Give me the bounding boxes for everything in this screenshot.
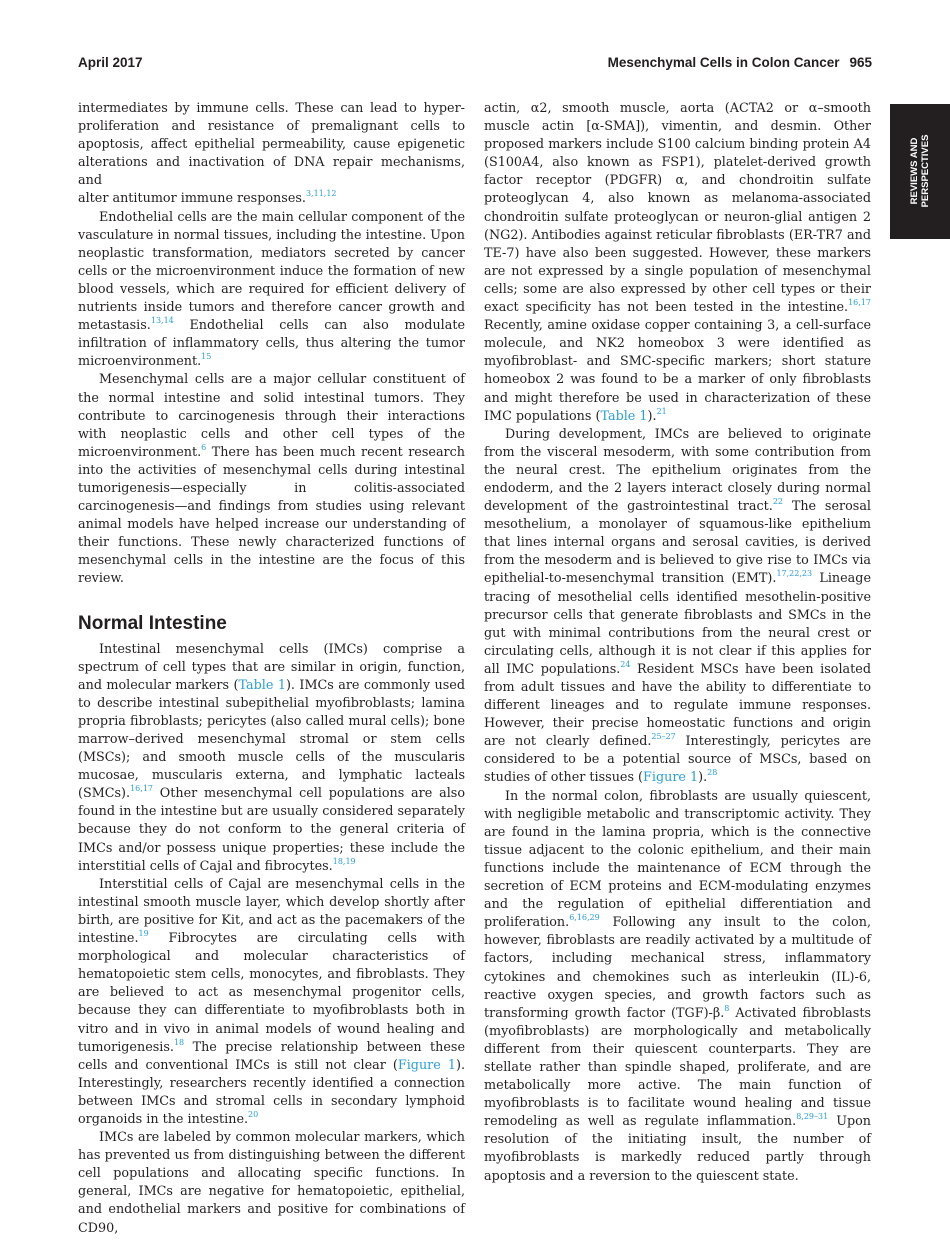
paragraph: Intestinal mesenchymal cells (IMCs) comprise a spectrum of cell types that are similar in origin, function, and molecular markers (Table 1). IMCs are commonly used to describe intestinal subepithelial myofibroblasts; lamina propria fibroblasts; pericytes (also called mural cells); bone marrow–derived mesenchymal stromal or stem cells (MSCs); and smooth muscle cells of the muscularis mucosae, muscularis externa, and lymphatic lacteals (SMCs).$^{16,17}$ Other mesenchymal cell populations are also found in the intestine but are usually considered separately because they do not conform to the general criteria of IMCs and/or possess unique properties; these include the interstitial cells of Cajal and fibrocytes.$^{18,19}$	[78, 641, 465, 874]
page-number: 965	[849, 55, 872, 70]
citation[interactable]: 8	[724, 1003, 730, 1013]
table-link[interactable]: Table 1	[238, 677, 286, 693]
citation[interactable]: 16,17	[130, 784, 153, 794]
citation[interactable]: 19	[138, 929, 149, 939]
paragraph: intermediates by immune cells. These can lead to hyper- proliferation and resistance of premalignant cells to apoptosis, affect epithelial permeability, cause epigenetic alterations and inactivation of DNA repair mechanisms, and alter antitumor immune responses.$^{3,11,12}$	[78, 101, 465, 207]
citation[interactable]: 18,19	[332, 856, 356, 866]
citation[interactable]: 15	[201, 352, 212, 362]
citation[interactable]: 8,29–31	[796, 1112, 829, 1122]
citation[interactable]: 17,22,23	[776, 569, 813, 579]
citation[interactable]: 6	[201, 442, 207, 452]
paragraph: Mesenchymal cells are a major cellular constituent of the normal intestine and solid intestinal tumors. They contribute to carcinogenesis through their interactions with neoplastic cells and other cell types of the microenvironment.$^6$ There has been much recent research into the activities of mesenchymal cells during intestinal tumorigenesis—especially in colitis-associated carcinogenesis—and findings from studies using relevant animal models have helped increase our understanding of their functions. These newly characterized functions of mesenchymal cells in the intestine are the focus of this review.	[78, 372, 465, 587]
running-header	[550, 55, 872, 70]
citation[interactable]: 25–27	[651, 732, 676, 742]
section-tab	[890, 104, 950, 239]
citation[interactable]: 22	[772, 497, 784, 507]
citation[interactable]: 21	[656, 406, 667, 416]
section-tab-label: REVIEWS AND PERSPECTIVES	[909, 134, 931, 208]
citation[interactable]: 18	[173, 1037, 185, 1047]
citation[interactable]: 28	[707, 768, 718, 778]
left-column	[78, 100, 465, 1238]
table-link[interactable]: Table 1	[600, 408, 648, 424]
paragraph: actin, α2, smooth muscle, aorta (ACTA2 or α–smooth muscle actin [α-SMA]), vimentin, and desmin. Other proposed markers include S100 calcium binding protein A4 (S100A4, also known as FSP1), platelet-derived growth factor receptor (PDGFR) α, and chondroitin sulfate proteoglycan 4, also known as melanoma-associated chondroitin sulfate proteoglycan or neuron-glial antigen 2 (NG2). Antibodies against reticular fibroblasts (ER-TR7 and TE-7) have also been suggested. However, these markers are not expressed by a single population of mesenchymal cells; some are also expressed by other cell types or their exact specificity has not been tested in the intestine.$^{16,17}$ Recently, amine oxidase copper containing 3, a cell-surface molecule, and NK2 homeobox 3 were identified as myofibroblast- and SMC-specific markers; short stature homeobox 2 was found to be a marker of only fibroblasts and might therefore be used in characterization of these IMC populations (Table 1).$^{21}$	[484, 101, 871, 424]
citation[interactable]: 24	[620, 659, 631, 669]
paragraph: Interstitial cells of Cajal are mesenchymal cells in the intestinal smooth muscle layer, which develop shortly after birth, are positive for Kit, and act as the pacemakers of the intestine.$^{19}$ Fibrocytes are circulating cells with morphological and molecular characteristics of hematopoietic stem cells, monocytes, and fibroblasts. They are believed to act as mesenchymal progenitor cells, because they can differentiate to myofibroblasts both in vitro and in vivo in animal models of wound healing and tumorigenesis.$^{18}$ The precise relationship between these cells and conventional IMCs is still not clear (Figure 1). Interestingly, researchers recently identified a connection between IMCs and stromal cells in secondary lymphoid organoids in the intestine.$^{20}$	[78, 876, 465, 1127]
paragraph: In the normal colon, fibroblasts are usually quiescent, with negligible metabolic and transcriptomic activity. They are found in the lamina propria, which is the connective tissue adjacent to the colonic epithelium, and their main functions include the maintenance of ECM through the secretion of ECM proteins and ECM-modulating enzymes and the regulation of epithelial differentiation and proliferation.$^{6,16,29}$ Following any insult to the colon, however, fibroblasts are readily activated by a multitude of factors, including mechanical stress, inflammatory cytokines and chemokines such as interleukin (IL)-6, reactive oxygen species, and growth factors such as transforming growth factor (TGF)-β.$^8$ Activated fibroblasts (myofibroblasts) are morphologically and metabolically different from their quiescent counterparts. They are stellate rather than spindle shaped, proliferate, and are metabolically more active. The main function of myofibroblasts is to facilitate wound healing and tissue remodeling as well as regulate inflammation.$^{8,29-31}$ Upon resolution of the initiating insult, the number of myofibroblasts is markedly reduced partly through apoptosis and a reversion to the quiescent state.	[484, 788, 871, 1184]
running-title: Mesenchymal Cells in Colon Cancer	[607, 55, 840, 70]
paragraph: During development, IMCs are believed to originate from the visceral mesoderm, with some contribution from the neural crest. The epithelium originates from the endoderm, and the 2 layers interact closely during normal development of the gastrointestinal tract.$^{22}$ The serosal mesothelium, a monolayer of squamous-like epithelium that lines internal organs and serosal cavities, is derived from the mesoderm and is believed to give rise to IMCs via epithelial-to-mesenchymal transition (EMT).$^{17,22,23}$ Lineage tracing of mesothelial cells identified mesothelin-positive precursor cells that generate fibroblasts and SMCs in the gut with minimal contributions from the neural crest or circulating cells, although it is not clear if this applies for all IMC populations.$^{24}$ Resident MSCs have been isolated from adult tissues and have the ability to differentiate to different lineages and to regulate immune responses. However, their precise homeostatic functions and origin are not clearly defined.$^{25-27}$ Interestingly, pericytes are considered to be a potential source of MSCs, based on studies of other tissues (Figure 1).$^{28}$	[484, 426, 871, 786]
figure-link[interactable]: Figure 1	[643, 770, 699, 786]
citation[interactable]: 13,14	[150, 316, 174, 326]
citation[interactable]: 16,17	[848, 298, 871, 308]
section-heading: Normal Intestine	[78, 612, 227, 634]
citation[interactable]: 3,11,12	[305, 189, 337, 199]
running-header-date: April 2017	[78, 55, 143, 70]
citation[interactable]: 6,16,29	[569, 913, 600, 923]
right-column	[484, 100, 871, 1186]
citation[interactable]: 20	[248, 1109, 259, 1119]
paragraph: Endothelial cells are the main cellular component of the vasculature in normal tissues, including the intestine. Upon neoplastic transformation, mediators secreted by cancer cells or the microenvironment induce the formation of new blood vessels, which are required for efficient delivery of nutrients inside tumors and therefore cancer growth and metastasis.$^{13,14}$ Endothelial cells can also modulate infiltration of inflammatory cells, thus altering the tumor microenvironment.$^{15}$	[78, 209, 465, 370]
paragraph: IMCs are labeled by common molecular markers, which has prevented us from distinguishing between the different cell populations and allocating specific functions. In general, IMCs are negative for hematopoietic, epithelial, and endothelial markers and positive for combinations of CD90,	[78, 1130, 465, 1236]
figure-link[interactable]: Figure 1	[397, 1057, 456, 1073]
